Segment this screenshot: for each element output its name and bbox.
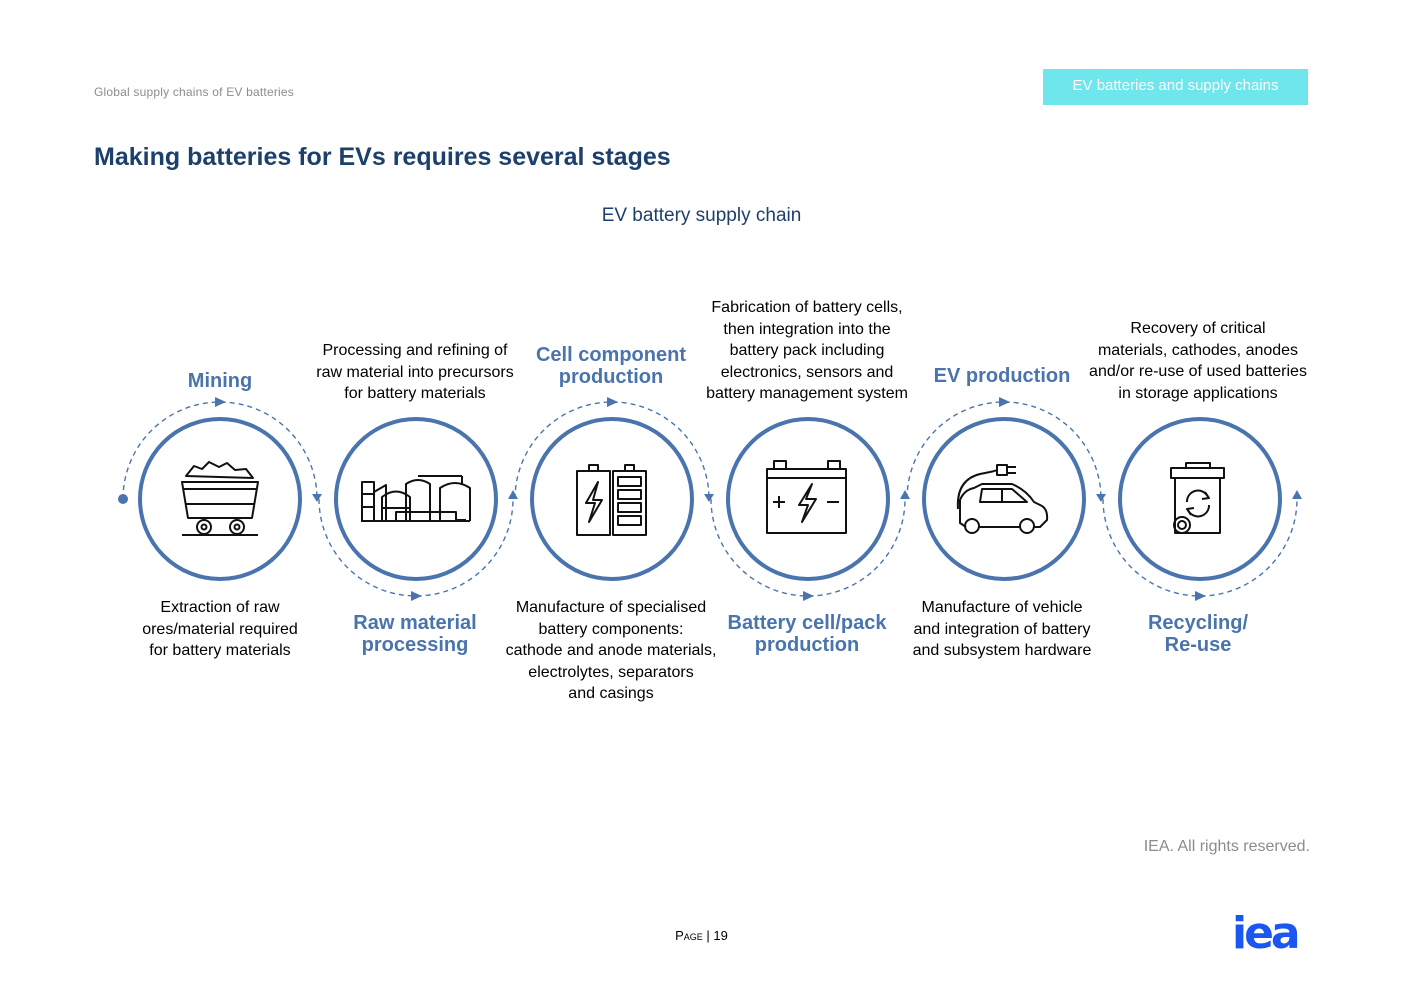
stage-desc-raw-material-processing: Processing and refining of raw material into precursors for battery materials [316, 342, 514, 402]
iea-logo[interactable]: iea [1232, 908, 1298, 959]
stage-desc-ev-production: Manufacture of vehicle and integration of battery and subsystem hardware [912, 599, 1092, 659]
stage-desc-battery-cell-pack-production: Fabrication of battery cells, then integration into the battery pack including electronics, sensors and battery management system [706, 299, 908, 402]
arc-end-arrowhead [1096, 494, 1106, 502]
section-tab-label: EV batteries and supply chains [1072, 76, 1279, 94]
connector-arc [123, 402, 317, 499]
start-dot [118, 494, 128, 504]
recycling-bin-icon [1171, 463, 1224, 533]
arc-end-arrowhead [704, 494, 714, 502]
page-word: Page [675, 928, 703, 943]
arc-arrowhead [999, 397, 1010, 407]
stage-label-ev-production: EV production [933, 365, 1071, 387]
stage-desc-recycling-reuse: Recovery of critical materials, cathodes, anodes and/or re-use of used batteries in storage applications [1089, 320, 1307, 402]
stage-label-cell-component-production: Cell component production [535, 344, 686, 388]
report-title: Global supply chains of EV batteries [94, 85, 294, 99]
electric-car-icon [958, 465, 1047, 533]
stage-label-raw-material-processing: Raw material processing [353, 612, 477, 656]
connector-arcs [118, 397, 1302, 601]
stage-label-recycling-reuse: Recycling/ Re-use [1147, 612, 1249, 656]
stage-ring [140, 419, 300, 579]
stage-ring [924, 419, 1084, 579]
stage-ring [336, 419, 496, 579]
stage-label-mining: Mining [187, 370, 253, 392]
battery-cells-icon [577, 465, 646, 535]
stage-label-battery-cell-pack-production: Battery cell/pack production [727, 612, 887, 656]
page-title: Making batteries for EVs requires several stages [94, 143, 671, 171]
arc-arrowhead [803, 591, 814, 601]
rights-notice: IEA. All rights reserved. [1143, 838, 1310, 855]
arc-arrowhead [215, 397, 226, 407]
figure-title: EV battery supply chain [601, 205, 802, 226]
refinery-icon [361, 476, 470, 521]
connector-arc [1103, 499, 1297, 596]
arc-arrowhead [607, 397, 618, 407]
arc-end-arrowhead [900, 490, 910, 499]
arc-end-arrowhead [1292, 490, 1302, 499]
mine-cart-icon [182, 462, 258, 535]
connector-arc [319, 499, 513, 596]
stage-ring [1120, 419, 1280, 579]
stage-desc-mining: Extraction of raw ores/material required for battery materials [142, 599, 298, 659]
stage-desc-cell-component-production: Manufacture of specialised battery components: cathode and anode materials, electrolytes, separators and casings [505, 599, 717, 702]
arc-end-arrowhead [312, 494, 322, 502]
battery-pack-icon [767, 461, 846, 533]
arc-arrowhead [411, 591, 422, 601]
arc-arrowhead [1195, 591, 1206, 601]
arc-end-arrowhead [508, 490, 518, 499]
page-number [0, 928, 1403, 943]
page-number-value: | 19 [706, 928, 728, 943]
